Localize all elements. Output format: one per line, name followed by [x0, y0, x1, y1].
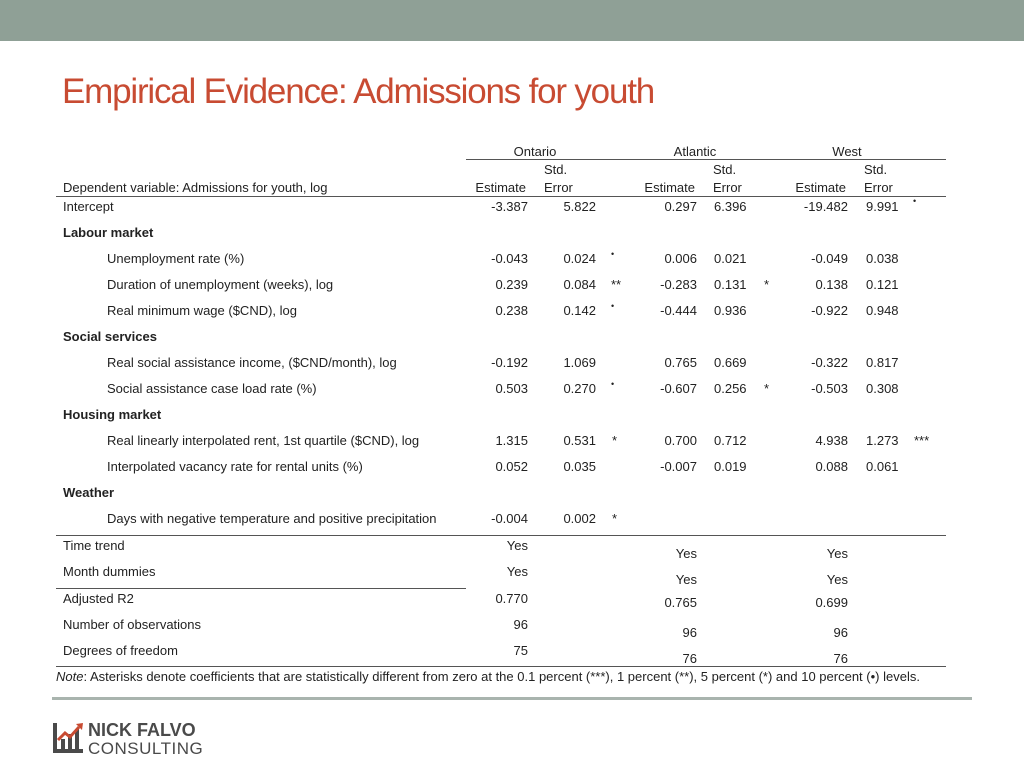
west-error: 0.038	[866, 251, 899, 266]
ontario-estimate: -0.043	[491, 251, 528, 266]
west-std-header: Std.	[864, 162, 888, 177]
intercept-atlantic-estimate: 0.297	[664, 199, 697, 214]
west-error-header: Error	[864, 180, 893, 195]
time-trend-ontario: Yes	[506, 538, 528, 553]
ontario-estimate: 0.238	[495, 303, 528, 318]
row-label: Social assistance case load rate (%)	[107, 381, 317, 396]
ontario-error: 0.035	[563, 459, 596, 474]
section-weather: Weather	[63, 485, 115, 500]
west-error: 0.948	[866, 303, 899, 318]
time-trend-label: Time trend	[63, 538, 125, 553]
month-dummies-atlantic: Yes	[675, 572, 697, 587]
atlantic-error: 0.669	[714, 355, 747, 370]
atlantic-significance: *	[764, 277, 770, 292]
logo-line-2: CONSULTING	[88, 739, 204, 757]
observations-west: 96	[833, 625, 848, 640]
west-estimate: 4.938	[815, 433, 848, 448]
ontario-error: 0.024	[563, 251, 596, 266]
region-header-rule	[466, 159, 946, 160]
note-label: Note	[56, 669, 84, 684]
ontario-significance: **	[611, 277, 622, 292]
ontario-significance: *	[612, 433, 618, 448]
degrees-freedom-atlantic: 76	[682, 651, 697, 666]
ontario-estimate: -0.004	[491, 511, 528, 526]
atlantic-std-header: Std.	[713, 162, 737, 177]
row-label: Duration of unemployment (weeks), log	[107, 277, 334, 292]
ontario-estimate: 1.315	[495, 433, 528, 448]
west-estimate: -0.922	[811, 303, 848, 318]
bottom-block-top-rule	[56, 535, 946, 536]
west-estimate: 0.088	[815, 459, 848, 474]
ontario-error: 1.069	[563, 355, 596, 370]
observations-label: Number of observations	[63, 617, 202, 632]
atlantic-error: 0.021	[714, 251, 747, 266]
dependent-variable-header: Dependent variable: Admissions for youth, log	[63, 180, 328, 195]
row-label: Real linearly interpolated rent, 1st quartile ($CND), log	[107, 433, 420, 448]
ontario-error: 0.084	[563, 277, 596, 292]
intercept-label: Intercept	[63, 199, 114, 214]
month-dummies-ontario: Yes	[506, 564, 528, 579]
section-social-services: Social services	[63, 329, 157, 344]
adjusted-r2-label: Adjusted R2	[63, 591, 134, 606]
adjusted-r2-atlantic: 0.765	[664, 595, 697, 610]
table-bottom-rule	[56, 666, 946, 667]
atlantic-estimate: -0.283	[660, 277, 697, 292]
atlantic-error-header: Error	[713, 180, 742, 195]
west-estimate: -0.503	[811, 381, 848, 396]
degrees-freedom-label: Degrees of freedom	[63, 643, 178, 658]
row-label: Days with negative temperature and positive precipitation	[107, 511, 437, 526]
adjusted-r2-west: 0.699	[815, 595, 848, 610]
bottom-rule	[52, 697, 972, 700]
atlantic-estimate: -0.607	[660, 381, 697, 396]
slide-title: Empirical Evidence: Admissions for youth	[62, 72, 654, 111]
row-label: Interpolated vacancy rate for rental units (%)	[107, 459, 363, 474]
atlantic-estimate: 0.700	[664, 433, 697, 448]
fit-stats-rule	[56, 588, 466, 589]
ontario-error: 0.270	[563, 381, 596, 396]
ontario-significance: *	[612, 511, 618, 526]
time-trend-atlantic: Yes	[675, 546, 697, 561]
atlantic-error: 0.712	[714, 433, 747, 448]
note-text: : Asterisks denote coefficients that are statistically different from zero at the 0.1 percent (***), 1 percent (**), 5 percent (*) and 10 percent (•) levels.	[83, 669, 920, 684]
ontario-error: 0.531	[563, 433, 596, 448]
atlantic-estimate: -0.444	[660, 303, 697, 318]
section-housing-market: Housing market	[63, 407, 162, 422]
ontario-significance: •	[611, 249, 615, 259]
west-significance: ***	[914, 433, 930, 448]
west-error: 0.308	[866, 381, 899, 396]
region-west: West	[832, 144, 862, 159]
west-estimate: -0.322	[811, 355, 848, 370]
west-estimate-header: Estimate	[795, 180, 846, 195]
degrees-freedom-ontario: 75	[513, 643, 528, 658]
atlantic-estimate-header: Estimate	[644, 180, 695, 195]
intercept-west-significance: •	[913, 196, 917, 206]
atlantic-error: 0.936	[714, 303, 747, 318]
ontario-error: 0.142	[563, 303, 596, 318]
intercept-ontario-estimate: -3.387	[491, 199, 528, 214]
atlantic-estimate: 0.006	[664, 251, 697, 266]
west-error: 0.061	[866, 459, 899, 474]
ontario-error: 0.002	[563, 511, 596, 526]
adjusted-r2-ontario: 0.770	[495, 591, 528, 606]
west-estimate: 0.138	[815, 277, 848, 292]
ontario-significance: •	[611, 379, 615, 389]
atlantic-error: 0.131	[714, 277, 747, 292]
ontario-estimate: 0.052	[495, 459, 528, 474]
ontario-significance: •	[611, 301, 615, 311]
logo-line-1: NICK FALVO	[88, 720, 196, 740]
ontario-estimate: -0.192	[491, 355, 528, 370]
row-label: Real minimum wage ($CND), log	[107, 303, 297, 318]
west-error: 1.273	[866, 433, 899, 448]
row-label: Real social assistance income, ($CND/month), log	[107, 355, 397, 370]
region-atlantic: Atlantic	[673, 144, 717, 159]
top-bar	[0, 0, 1024, 41]
observations-atlantic: 96	[682, 625, 697, 640]
ontario-std-header: Std.	[544, 162, 568, 177]
column-header-rule	[56, 196, 946, 197]
nick-falvo-consulting-logo	[52, 719, 222, 757]
atlantic-error: 0.256	[714, 381, 747, 396]
ontario-estimate: 0.503	[495, 381, 528, 396]
observations-ontario: 96	[513, 617, 528, 632]
atlantic-significance: *	[764, 381, 770, 396]
atlantic-estimate: 0.765	[664, 355, 697, 370]
section-labour-market: Labour market	[63, 225, 154, 240]
intercept-ontario-error: 5.822	[563, 199, 596, 214]
ontario-error-header: Error	[544, 180, 573, 195]
ontario-estimate: 0.239	[495, 277, 528, 292]
intercept-atlantic-error: 6.396	[714, 199, 747, 214]
time-trend-west: Yes	[826, 546, 848, 561]
west-error: 0.817	[866, 355, 899, 370]
month-dummies-label: Month dummies	[63, 564, 156, 579]
atlantic-estimate: -0.007	[660, 459, 697, 474]
intercept-west-estimate: -19.482	[803, 199, 848, 214]
table-note	[56, 669, 920, 685]
west-estimate: -0.049	[811, 251, 848, 266]
row-label: Unemployment rate (%)	[107, 251, 245, 266]
month-dummies-west: Yes	[826, 572, 848, 587]
ontario-estimate-header: Estimate	[475, 180, 526, 195]
intercept-west-error: 9.991	[866, 199, 899, 214]
chart-house-icon	[52, 719, 222, 757]
west-error: 0.121	[866, 277, 899, 292]
region-ontario: Ontario	[513, 144, 557, 159]
degrees-freedom-west: 76	[833, 651, 848, 666]
atlantic-error: 0.019	[714, 459, 747, 474]
